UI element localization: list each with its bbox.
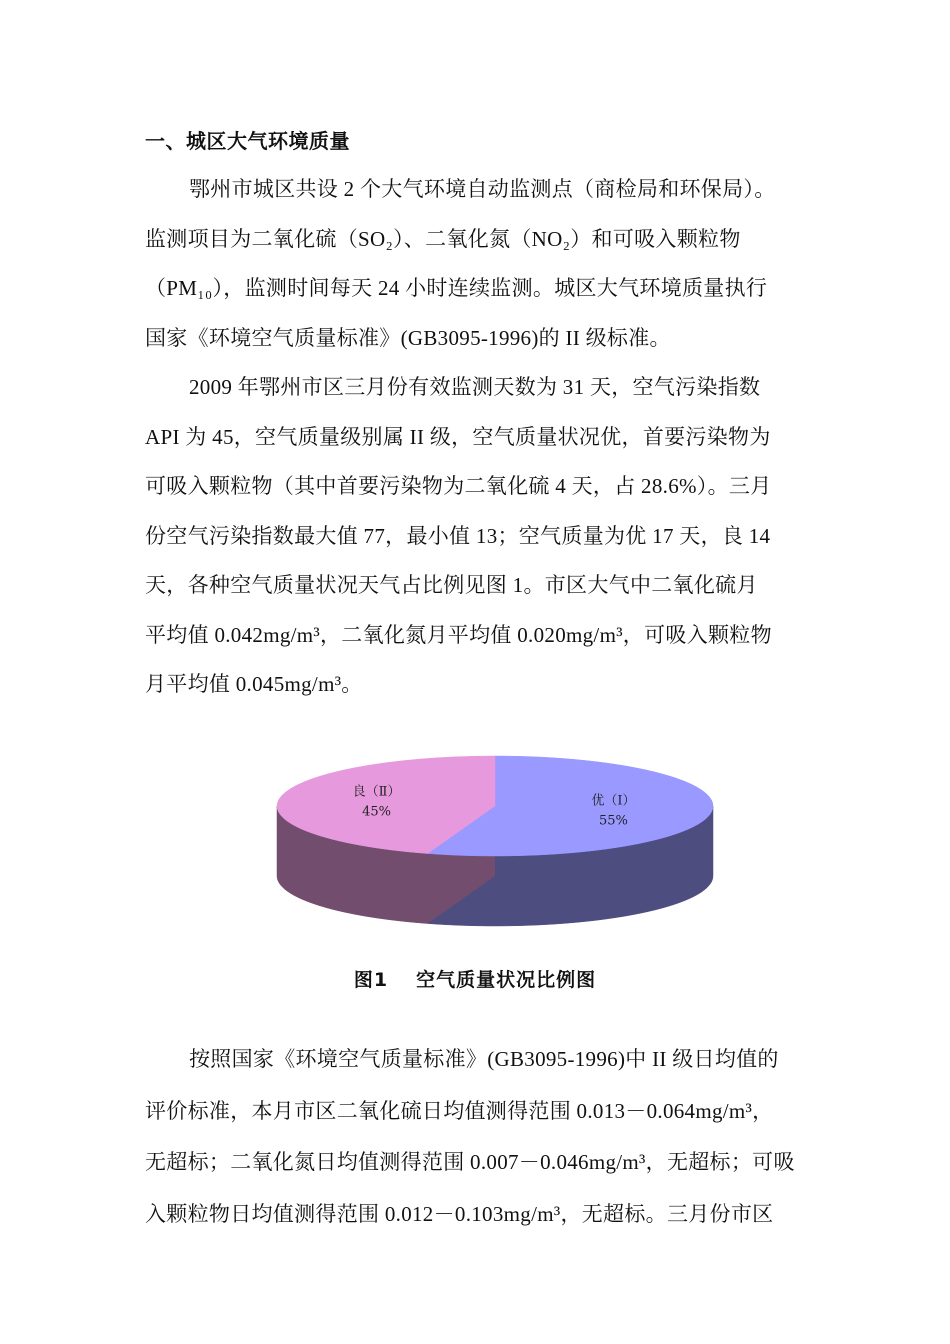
text-line: 无超标；二氧化氮日均值测得范围 0.007－0.046mg/m³，无超标；可吸 — [145, 1150, 795, 1174]
pie-value-label-1: 45% — [362, 804, 392, 820]
text-line: 按照国家《环境空气质量标准》(GB3095-1996)中 II 级日均值的 — [189, 1047, 779, 1071]
paragraph-march-results — [145, 363, 825, 710]
paragraph-monitoring-setup — [145, 165, 825, 364]
text-line: （PM₁₀），监测时间每天 24 小时连续监测。城区大气环境质量执行 — [145, 276, 768, 301]
pie-chart-svg — [270, 748, 720, 936]
text-line: 国家《环境空气质量标准》(GB3095-1996)的 II 级标准。 — [145, 326, 671, 351]
text-line: 入颗粒物日均值测得范围 0.012－0.103mg/m³，无超标。三月份市区 — [145, 1201, 774, 1226]
text-line: 份空气污染指数最大值 77，最小值 13；空气质量为优 17 天，良 14 — [145, 523, 771, 548]
pie-label-1: 良（Ⅱ） — [352, 784, 401, 800]
text-line: 可吸入颗粒物（其中首要污染物为二氧化硫 4 天，占 28.6%）。三月 — [145, 474, 772, 498]
pie-label-0: 优（Ⅰ） — [591, 793, 636, 809]
text-line: 月平均值 0.045mg/m³。 — [145, 672, 363, 696]
section-title: 一、城区大气环境质量 — [145, 129, 350, 153]
text-line: 2009 年鄂州市区三月份有效监测天数为 31 天，空气污染指数 — [189, 375, 761, 399]
figure-title: 空气质量状况比例图 — [416, 969, 597, 991]
figure-caption — [0, 962, 950, 998]
text-line: 天，各种空气质量状况天气占比例见图 1。市区大气中二氧化硫月 — [145, 573, 758, 597]
air-quality-pie-chart — [270, 748, 720, 936]
paragraph-evaluation — [145, 1034, 825, 1240]
text-line: API 为 45，空气质量级别属 II 级，空气质量状况优，首要污染物为 — [145, 424, 771, 449]
figure-number: 图1 — [353, 969, 389, 991]
text-line: 平均值 0.042mg/m³，二氧化氮月平均值 0.020mg/m³，可吸入颗粒物 — [145, 622, 772, 647]
text-line: 评价标准，本月市区二氧化硫日均值测得范围 0.013－0.064mg/m³， — [145, 1098, 774, 1123]
text-line: 监测项目为二氧化硫（SO₂）、二氧化氮（NO₂）和可吸入颗粒物 — [145, 226, 741, 251]
pie-value-label-0: 55% — [598, 813, 628, 829]
text-line: 鄂州市城区共设 2 个大气环境自动监测点（商检局和环保局）。 — [189, 177, 776, 201]
